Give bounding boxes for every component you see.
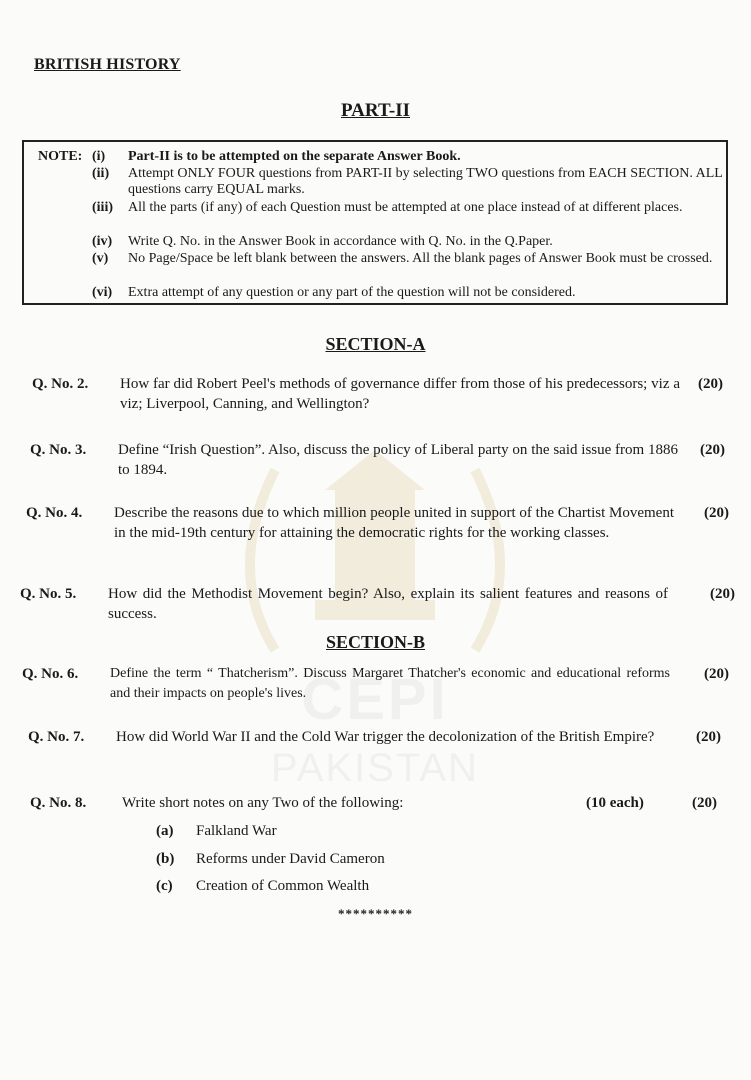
question-number: Q. No. 4.	[26, 505, 83, 521]
part-title: PART-II	[340, 100, 410, 121]
question-marks: (20)	[696, 729, 721, 745]
watermark-logo-subtext: PAKISTAN	[271, 746, 479, 790]
question-text: How far did Robert Peel's methods of governance differ from those of his predecessors; viz a viz; Liverpool, Canning, and Wellington?	[120, 376, 680, 412]
question-number: Q. No. 5.	[20, 586, 77, 602]
note-item-number: (ii)	[92, 166, 110, 181]
short-note-text: Reforms under David Cameron	[196, 851, 385, 867]
question-text: How did World War II and the Cold War trigger the decolonization of the British Empire?	[116, 729, 655, 745]
note-label: NOTE:	[38, 149, 83, 164]
note-item-text: Write Q. No. in the Answer Book in accordance with Q. No. in the Q.Paper.	[128, 234, 553, 249]
question-text: How did the Methodist Movement begin? Also, explain its salient features and reasons of success.	[108, 586, 668, 622]
question-marks: (20)	[700, 442, 725, 458]
note-item-number: (v)	[92, 251, 109, 266]
question-text: Define the term “ Thatcherism”. Discuss Margaret Thatcher's economic and educational reforms and their impacts on people's lives.	[110, 666, 670, 701]
end-marker: **********	[338, 906, 413, 921]
section-b-title: SECTION-B	[325, 632, 426, 652]
short-note-text: Creation of Common Wealth	[196, 878, 370, 894]
question-number: Q. No. 8.	[30, 795, 87, 811]
note-item-number: (vi)	[92, 285, 113, 300]
question-marks: (20)	[710, 586, 735, 602]
instructions-box	[22, 140, 728, 305]
marks-each: (10 each)	[586, 795, 644, 811]
question-number: Q. No. 3.	[30, 442, 87, 458]
question-number: Q. No. 7.	[28, 729, 85, 745]
note-item-text: All the parts (if any) of each Question must be attempted at one place instead of at different places.	[128, 200, 683, 215]
note-item-number: (iv)	[92, 234, 113, 249]
note-item-text: No Page/Space be left blank between the answers. All the blank pages of Answer Book must be crossed.	[128, 251, 713, 266]
short-note-text: Falkland War	[196, 823, 277, 839]
question-marks: (20)	[698, 376, 723, 392]
question-number: Q. No. 2.	[32, 376, 89, 392]
subject-title: BRITISH HISTORY	[34, 56, 181, 73]
short-note-label: (a)	[156, 823, 174, 839]
question-text: Write short notes on any Two of the following:	[122, 795, 404, 811]
watermark-logo-text: CEPI	[301, 667, 449, 732]
note-item-text: Extra attempt of any question or any part of the question will not be considered.	[128, 285, 576, 300]
question-marks: (20)	[704, 666, 729, 682]
note-item-number: (i)	[92, 149, 106, 164]
short-note-label: (c)	[156, 878, 173, 894]
note-item-text: Part-II is to be attempted on the separate Answer Book.	[128, 149, 461, 164]
question-marks: (20)	[704, 505, 729, 521]
note-item-number: (iii)	[92, 200, 113, 215]
section-a-title: SECTION-A	[325, 334, 426, 354]
question-number: Q. No. 6.	[22, 666, 79, 682]
note-item-text: Attempt ONLY FOUR questions from PART-II by selecting TWO questions from EACH SECTION. ALL questions carry EQUAL marks.	[128, 166, 723, 197]
short-note-label: (b)	[156, 851, 175, 867]
question-marks: (20)	[692, 795, 717, 811]
question-text: Describe the reasons due to which million people united in support of the Chartist Movement in the mid-19th century for attaining the democratic rights for the working classes.	[114, 505, 674, 541]
question-text: Define “Irish Question”. Also, discuss the policy of Liberal party on the said issue from 1886 to 1894.	[118, 442, 678, 478]
